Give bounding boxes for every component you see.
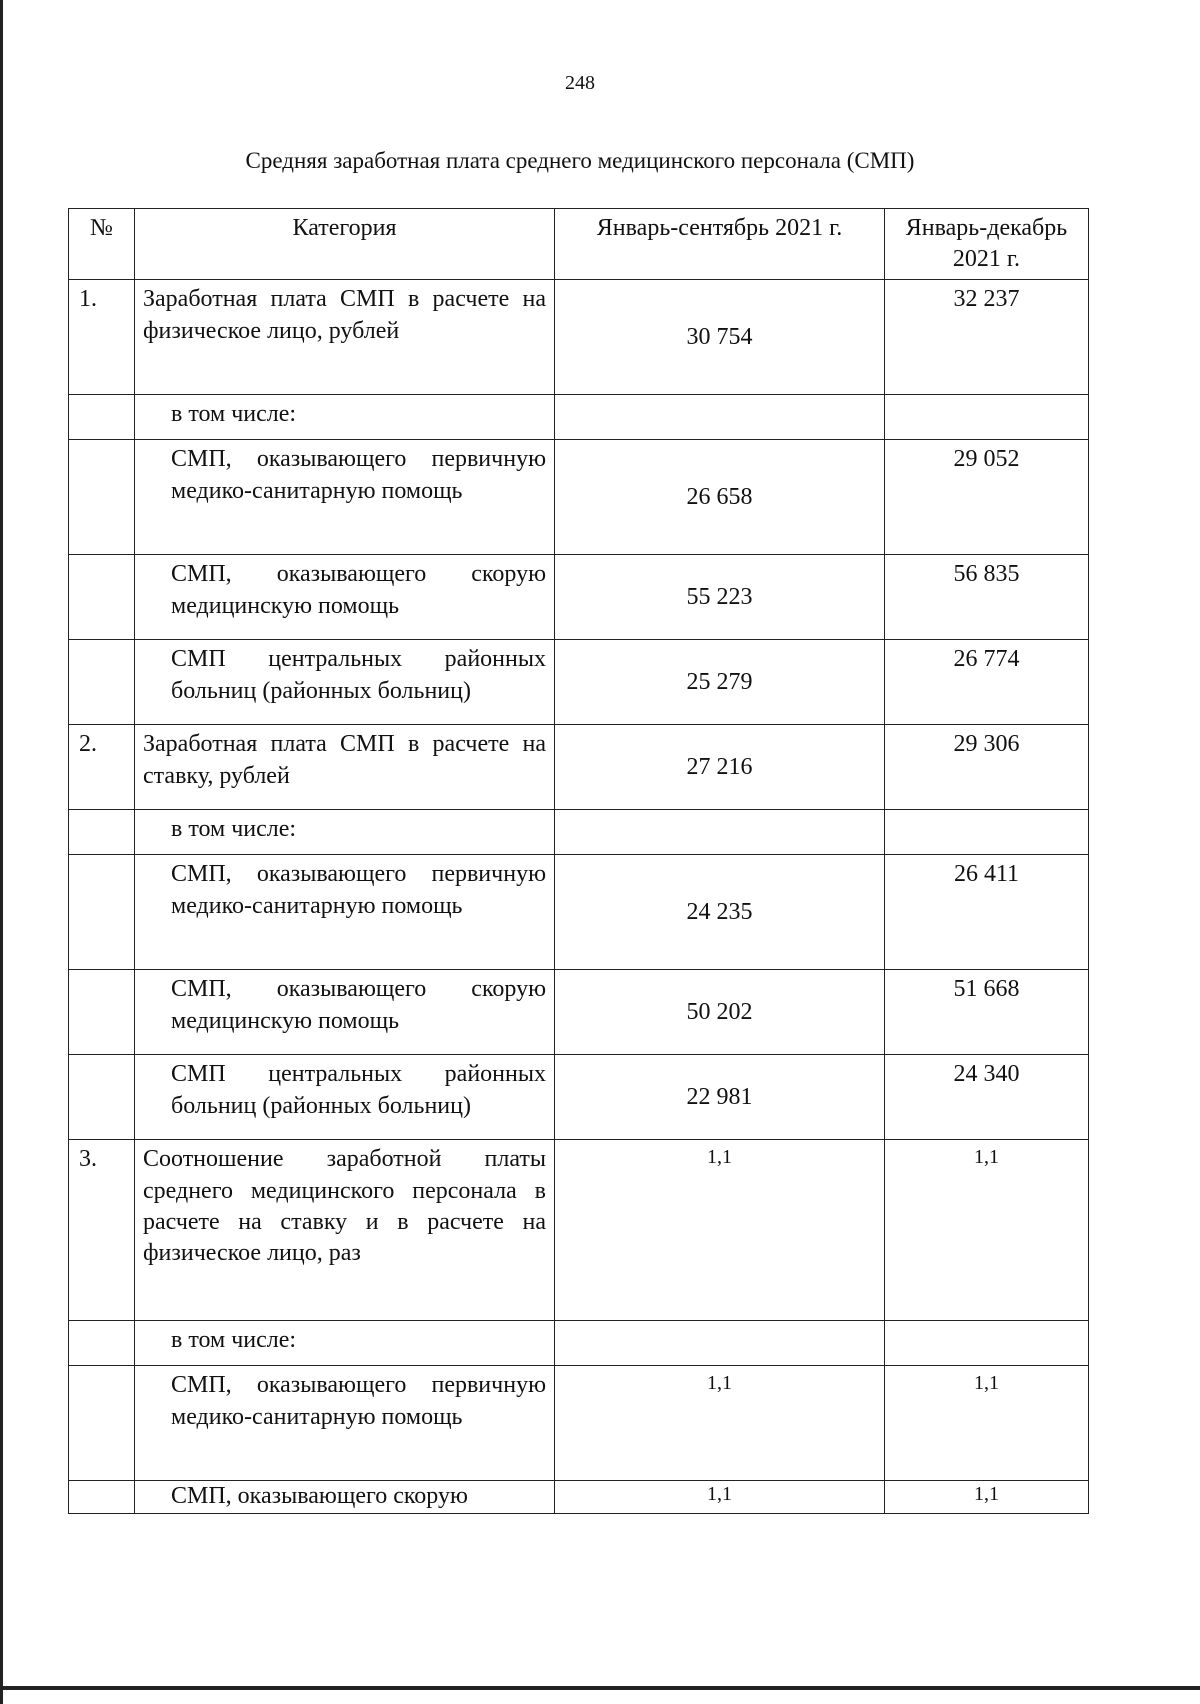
row-value-jan-sep: 1,1 bbox=[555, 1366, 885, 1481]
row-value-jan-dec: 1,1 bbox=[885, 1366, 1089, 1481]
table-row bbox=[69, 725, 1089, 810]
row-number bbox=[69, 855, 135, 970]
row-value-jan-dec: 51 668 bbox=[885, 970, 1089, 1055]
row-value-jan-sep: 22 981 bbox=[555, 1055, 885, 1140]
row-category: СМП, оказывающего первичную медико-санитарную помощь bbox=[135, 1366, 555, 1481]
row-number: 1. bbox=[69, 280, 135, 395]
row-category: в том числе: bbox=[135, 1321, 555, 1366]
document-title: Средняя заработная плата среднего медицинского персонала (СМП) bbox=[245, 148, 915, 173]
row-number bbox=[69, 395, 135, 440]
table-row bbox=[69, 1366, 1089, 1481]
row-value-jan-dec: 29 052 bbox=[885, 440, 1089, 555]
row-value-jan-sep: 30 754 bbox=[555, 280, 885, 395]
row-category: СМП, оказывающего скорую медицинскую помощь bbox=[135, 970, 555, 1055]
row-value-jan-sep: 27 216 bbox=[555, 725, 885, 810]
row-category: в том числе: bbox=[135, 395, 555, 440]
row-number: 3. bbox=[69, 1140, 135, 1321]
row-value-jan-sep bbox=[555, 395, 885, 440]
row-number bbox=[69, 640, 135, 725]
scan-border-left bbox=[0, 0, 3, 1704]
row-value-jan-sep: 1,1 bbox=[555, 1140, 885, 1321]
table-row bbox=[69, 1321, 1089, 1366]
table-row bbox=[69, 280, 1089, 395]
row-category: Соотношение заработной платы среднего медицинского персонала в расчете на ставку и в расчете на физическое лицо, раз bbox=[135, 1140, 555, 1321]
row-value-jan-dec: 1,1 bbox=[885, 1140, 1089, 1321]
row-category: СМП, оказывающего скорую bbox=[135, 1481, 555, 1513]
table-row bbox=[69, 855, 1089, 970]
header-category: Категория bbox=[135, 209, 555, 280]
row-number bbox=[69, 1366, 135, 1481]
row-value-jan-dec: 26 774 bbox=[885, 640, 1089, 725]
table-row bbox=[69, 970, 1089, 1055]
row-category: СМП, оказывающего первичную медико-санитарную помощь bbox=[135, 440, 555, 555]
salary-table bbox=[68, 208, 1089, 1514]
row-value-jan-sep: 1,1 bbox=[555, 1481, 885, 1513]
row-number bbox=[69, 1481, 135, 1513]
row-value-jan-dec: 56 835 bbox=[885, 555, 1089, 640]
row-value-jan-dec bbox=[885, 1321, 1089, 1366]
row-value-jan-dec: 29 306 bbox=[885, 725, 1089, 810]
table-row bbox=[69, 1055, 1089, 1140]
table-row bbox=[69, 440, 1089, 555]
table-header-row bbox=[69, 209, 1089, 280]
row-value-jan-dec: 32 237 bbox=[885, 280, 1089, 395]
row-number bbox=[69, 440, 135, 555]
header-period-jan-dec: Январь-декабрь 2021 г. bbox=[885, 209, 1089, 280]
table-row bbox=[69, 555, 1089, 640]
scan-border-bottom bbox=[0, 1686, 1200, 1690]
row-value-jan-dec: 1,1 bbox=[885, 1481, 1089, 1513]
row-value-jan-sep bbox=[555, 810, 885, 855]
row-number bbox=[69, 555, 135, 640]
row-category: в том числе: bbox=[135, 810, 555, 855]
row-value-jan-sep: 55 223 bbox=[555, 555, 885, 640]
table-row bbox=[69, 1140, 1089, 1321]
header-period-jan-sep: Январь-сентябрь 2021 г. bbox=[555, 209, 885, 280]
table-row bbox=[69, 640, 1089, 725]
table-row bbox=[69, 810, 1089, 855]
row-value-jan-sep: 50 202 bbox=[555, 970, 885, 1055]
header-number: № bbox=[69, 209, 135, 280]
row-category: СМП, оказывающего скорую медицинскую помощь bbox=[135, 555, 555, 640]
table-row bbox=[69, 395, 1089, 440]
table-row bbox=[69, 1481, 1089, 1513]
row-value-jan-dec: 24 340 bbox=[885, 1055, 1089, 1140]
row-value-jan-dec: 26 411 bbox=[885, 855, 1089, 970]
row-value-jan-dec bbox=[885, 395, 1089, 440]
row-category: СМП центральных районных больниц (районных больниц) bbox=[135, 1055, 555, 1140]
row-number bbox=[69, 1055, 135, 1140]
row-number bbox=[69, 1321, 135, 1366]
row-value-jan-sep: 25 279 bbox=[555, 640, 885, 725]
row-category: Заработная плата СМП в расчете на ставку, рублей bbox=[135, 725, 555, 810]
row-value-jan-sep: 26 658 bbox=[555, 440, 885, 555]
row-category: Заработная плата СМП в расчете на физическое лицо, рублей bbox=[135, 280, 555, 395]
row-value-jan-dec bbox=[885, 810, 1089, 855]
row-number bbox=[69, 970, 135, 1055]
row-category: СМП, оказывающего первичную медико-санитарную помощь bbox=[135, 855, 555, 970]
row-number bbox=[69, 810, 135, 855]
row-value-jan-sep: 24 235 bbox=[555, 855, 885, 970]
page-number: 248 bbox=[565, 72, 595, 94]
row-number: 2. bbox=[69, 725, 135, 810]
row-value-jan-sep bbox=[555, 1321, 885, 1366]
row-category: СМП центральных районных больниц (районных больниц) bbox=[135, 640, 555, 725]
